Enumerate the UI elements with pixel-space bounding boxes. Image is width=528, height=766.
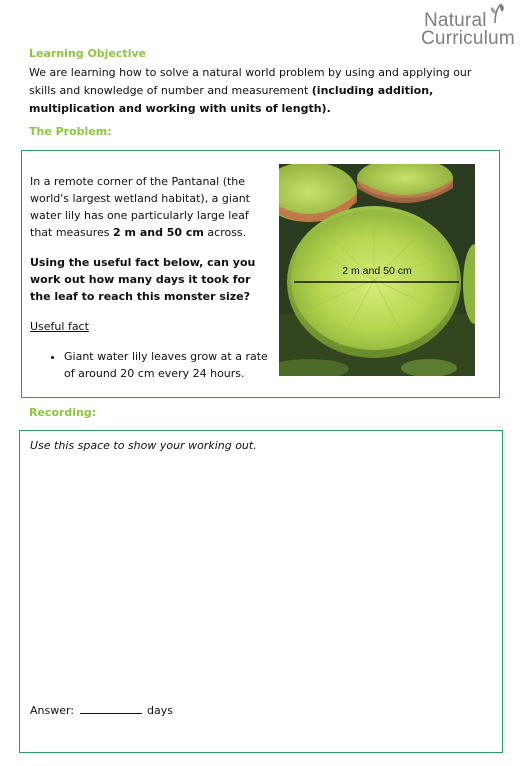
objective-text-bold: (including addition, multiplication and working with units of length). bbox=[29, 84, 434, 115]
recording-prompt: Use this space to show your working out. bbox=[30, 439, 257, 452]
answer-label: Answer: bbox=[30, 704, 75, 717]
objective-text-plain: We are learning how to solve a natural world problem by using and applying our skills and knowledge of number and measurement bbox=[29, 66, 472, 97]
fact-item: • Giant water lily leaves grow at a rate of around 20 cm every 24 hours. bbox=[64, 348, 270, 382]
fact-list bbox=[30, 348, 270, 382]
answer-unit: days bbox=[147, 704, 173, 717]
problem-para-b: across. bbox=[203, 226, 247, 239]
natural-curriculum-logo bbox=[418, 2, 526, 48]
logo-text-line1: Natural bbox=[424, 10, 487, 31]
useful-fact-label: Useful fact bbox=[30, 320, 89, 333]
logo-text-line2: Curriculum bbox=[421, 28, 515, 49]
leaf-size: 2 m and 50 cm bbox=[113, 226, 204, 239]
water-lily-photo bbox=[279, 164, 475, 376]
problem-heading: The Problem: bbox=[29, 125, 112, 138]
problem-paragraph bbox=[30, 173, 270, 241]
answer-blank[interactable] bbox=[80, 703, 142, 714]
learning-objective-heading: Learning Objective bbox=[29, 47, 147, 60]
problem-text bbox=[30, 173, 270, 382]
problem-question: Using the useful fact below, can you work out how many days it took for the leaf to reach this monster size? bbox=[30, 256, 256, 303]
learning-objective-text bbox=[29, 64, 499, 118]
answer-line bbox=[30, 703, 173, 717]
measurement-label: 2 m and 50 cm bbox=[342, 265, 412, 277]
sprig-icon bbox=[483, 2, 523, 24]
problem-para-a: In a remote corner of the Pantanal (the world's largest wetland habitat), a giant water lily has one particularly large leaf that measures bbox=[30, 175, 250, 239]
recording-heading: Recording: bbox=[29, 406, 97, 419]
